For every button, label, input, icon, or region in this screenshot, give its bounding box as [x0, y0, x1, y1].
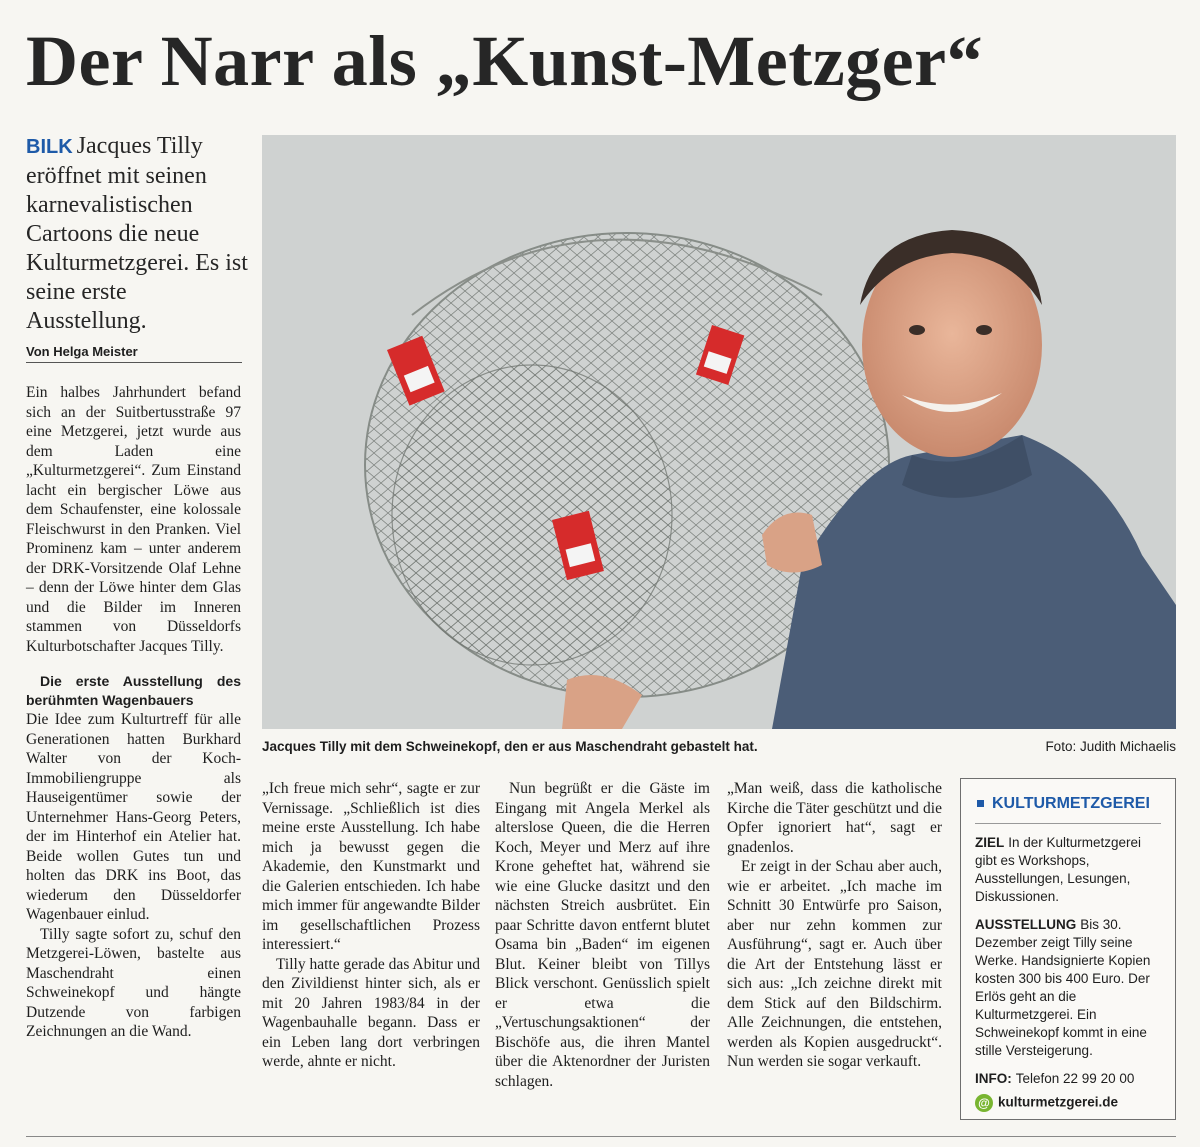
info-ausstellung [975, 916, 1165, 1060]
lead-paragraph [26, 132, 248, 336]
info-box-title [977, 795, 1175, 813]
photo-credit: Foto: Judith Michaelis [1045, 739, 1176, 754]
ziel-text: In der Kulturmetzgerei gibt es Workshops, Ausstellungen, Lesungen, Diskussionen. [975, 835, 1142, 904]
col2-paragraph-1: „Ich freue mich sehr“, sagte er zur Vernissage. „Schließlich ist dies meine erste Ausstellung. Ich habe mich ja bewusst gegen die Akademie, den Kunstmarkt und die Galerien entschieden. Ich habe mich immer für angewandte Bilder im gesellschaftlichen Prozess interessiert.“ [262, 780, 480, 953]
info-label: INFO: [975, 1071, 1012, 1086]
at-icon: @ [975, 1094, 993, 1112]
bottom-rule [26, 1136, 1176, 1137]
info-contact [975, 1070, 1165, 1088]
square-bullet-icon [977, 800, 984, 807]
article-column-1 [26, 383, 241, 1042]
ziel-label: ZIEL [975, 835, 1005, 850]
ausstellung-label: AUSSTELLUNG [975, 917, 1077, 932]
article-column-2 [262, 779, 480, 1072]
lead-text: Jacques Tilly eröffnet mit seinen karnevalistischen Cartoons die neue Kulturmetzgerei. Es ist seine erste Ausstellung. [26, 133, 248, 334]
phone-number: Telefon 22 99 20 00 [1015, 1071, 1135, 1086]
info-ziel [975, 834, 1165, 906]
article-column-3 [495, 779, 710, 1091]
col1-paragraph-2: Die Idee zum Kulturtreff für alle Generationen hatten Burkhard Walter von der Koch-Immobiliengruppe als Hauseigentümer sowie der Unternehmer Hans-Georg Peters, der im Hinterhof ein Atelier hat. Beide wollen Gutes tun und holten das DRK ins Boot, das wiederum den Düsseldorfer Wagenbauer einlud. [26, 711, 241, 923]
col3-paragraph-1: Nun begrüßt er die Gäste im Eingang mit Angela Merkel als alterslose Queen, die die Herren Koch, Meyer und Merz auf ihre Krone geheftet hat, während sie wie eine Glucke dasitzt und den nächsten Streich ausbrütet. Ein paar Schritte davon entfernt blutet Osama bin „Baden“ im eigenen Blut. Keiner bleibt von Tillys Blick verschont. Genüsslich spielt er etwa die „Vertuschungsaktionen“ der Bischöfe aus, die ihren Mantel über die Aktenordner der Juristen schlagen. [495, 780, 710, 1090]
website-text: kulturmetzgerei.de [998, 1094, 1119, 1110]
col1-paragraph-3: Tilly sagte sofort zu, schuf den Metzgerei-Löwen, bastelte aus Maschendraht einen Schweinekopf und hängte Dutzende von farbigen Zeichnungen an die Wand. [26, 925, 241, 1040]
ausstellung-text: Bis 30. Dezember zeigt Tilly seine Werke. Handsignierte Kopien kosten 300 bis 400 Euro. Der Erlös geht an die Kulturmetzgerei. Ein Schweinekopf kommt in eine stille Versteigerung. [975, 917, 1151, 1058]
photo-illustration [262, 135, 1176, 729]
subheading: Die erste Ausstellung des berühmten Wagenbauers [26, 673, 241, 708]
col4-paragraph-1: „Man weiß, dass die katholische Kirche die Täter geschützt und die Opfer ignoriert hat“, sagt er gnadenlos. [727, 780, 942, 856]
photo-caption: Jacques Tilly mit dem Schweinekopf, den er aus Maschendraht gebastelt hat. [262, 739, 758, 754]
col1-paragraph-1: Ein halbes Jahrhundert befand sich an der Suitbertusstraße 97 eine Metzgerei, jetzt wurde aus dem Laden eine „Kulturmetzgerei“. Zum Einstand lacht ein bergischer Löwe aus dem Schaufenster, eine kolossale Fleischwurst in den Pranken. Viel Prominenz kam – unter anderem der DRK-Vorsitzende Olaf Lehne – denn der Löwe hinter dem Glas und die Bilder im Inneren stammen von Düsseldorfs Kulturbotschafter Jacques Tilly. [26, 384, 241, 655]
info-box-title-text: KULTURMETZGEREI [992, 795, 1150, 812]
headline: Der Narr als „Kunst-Metzger“ [26, 21, 984, 101]
divider [975, 823, 1161, 824]
website-link[interactable] [975, 1094, 1165, 1112]
info-box [960, 778, 1176, 1120]
kicker-location: BILK [26, 136, 73, 158]
col2-paragraph-2: Tilly hatte gerade das Abitur und den Zivildienst hinter sich, als er mit 20 Jahren 1983/84 in der Wagenbauhalle begann. Dass er ein Leben lang dort verbringen werde, ahnte er nicht. [262, 955, 480, 1070]
article-photo [262, 135, 1176, 729]
article-column-4 [727, 779, 942, 1072]
col4-paragraph-2: Er zeigt in der Schau aber auch, wie er arbeitet. „Ich mache im Schnitt 30 Entwürfe pro Saison, aber nur zehn kommen zur Ausführung“, sagt er. Auch über die Art der Entstehung lässt er sich aus: „Ich zeichne direkt mit dem Stick auf den Bildschirm. Alle Zeichnungen, die entstehen, werden als Kopien ausgedruckt“. Nun werden sie sogar verkauft. [727, 858, 942, 1070]
byline: Von Helga Meister [26, 344, 242, 363]
